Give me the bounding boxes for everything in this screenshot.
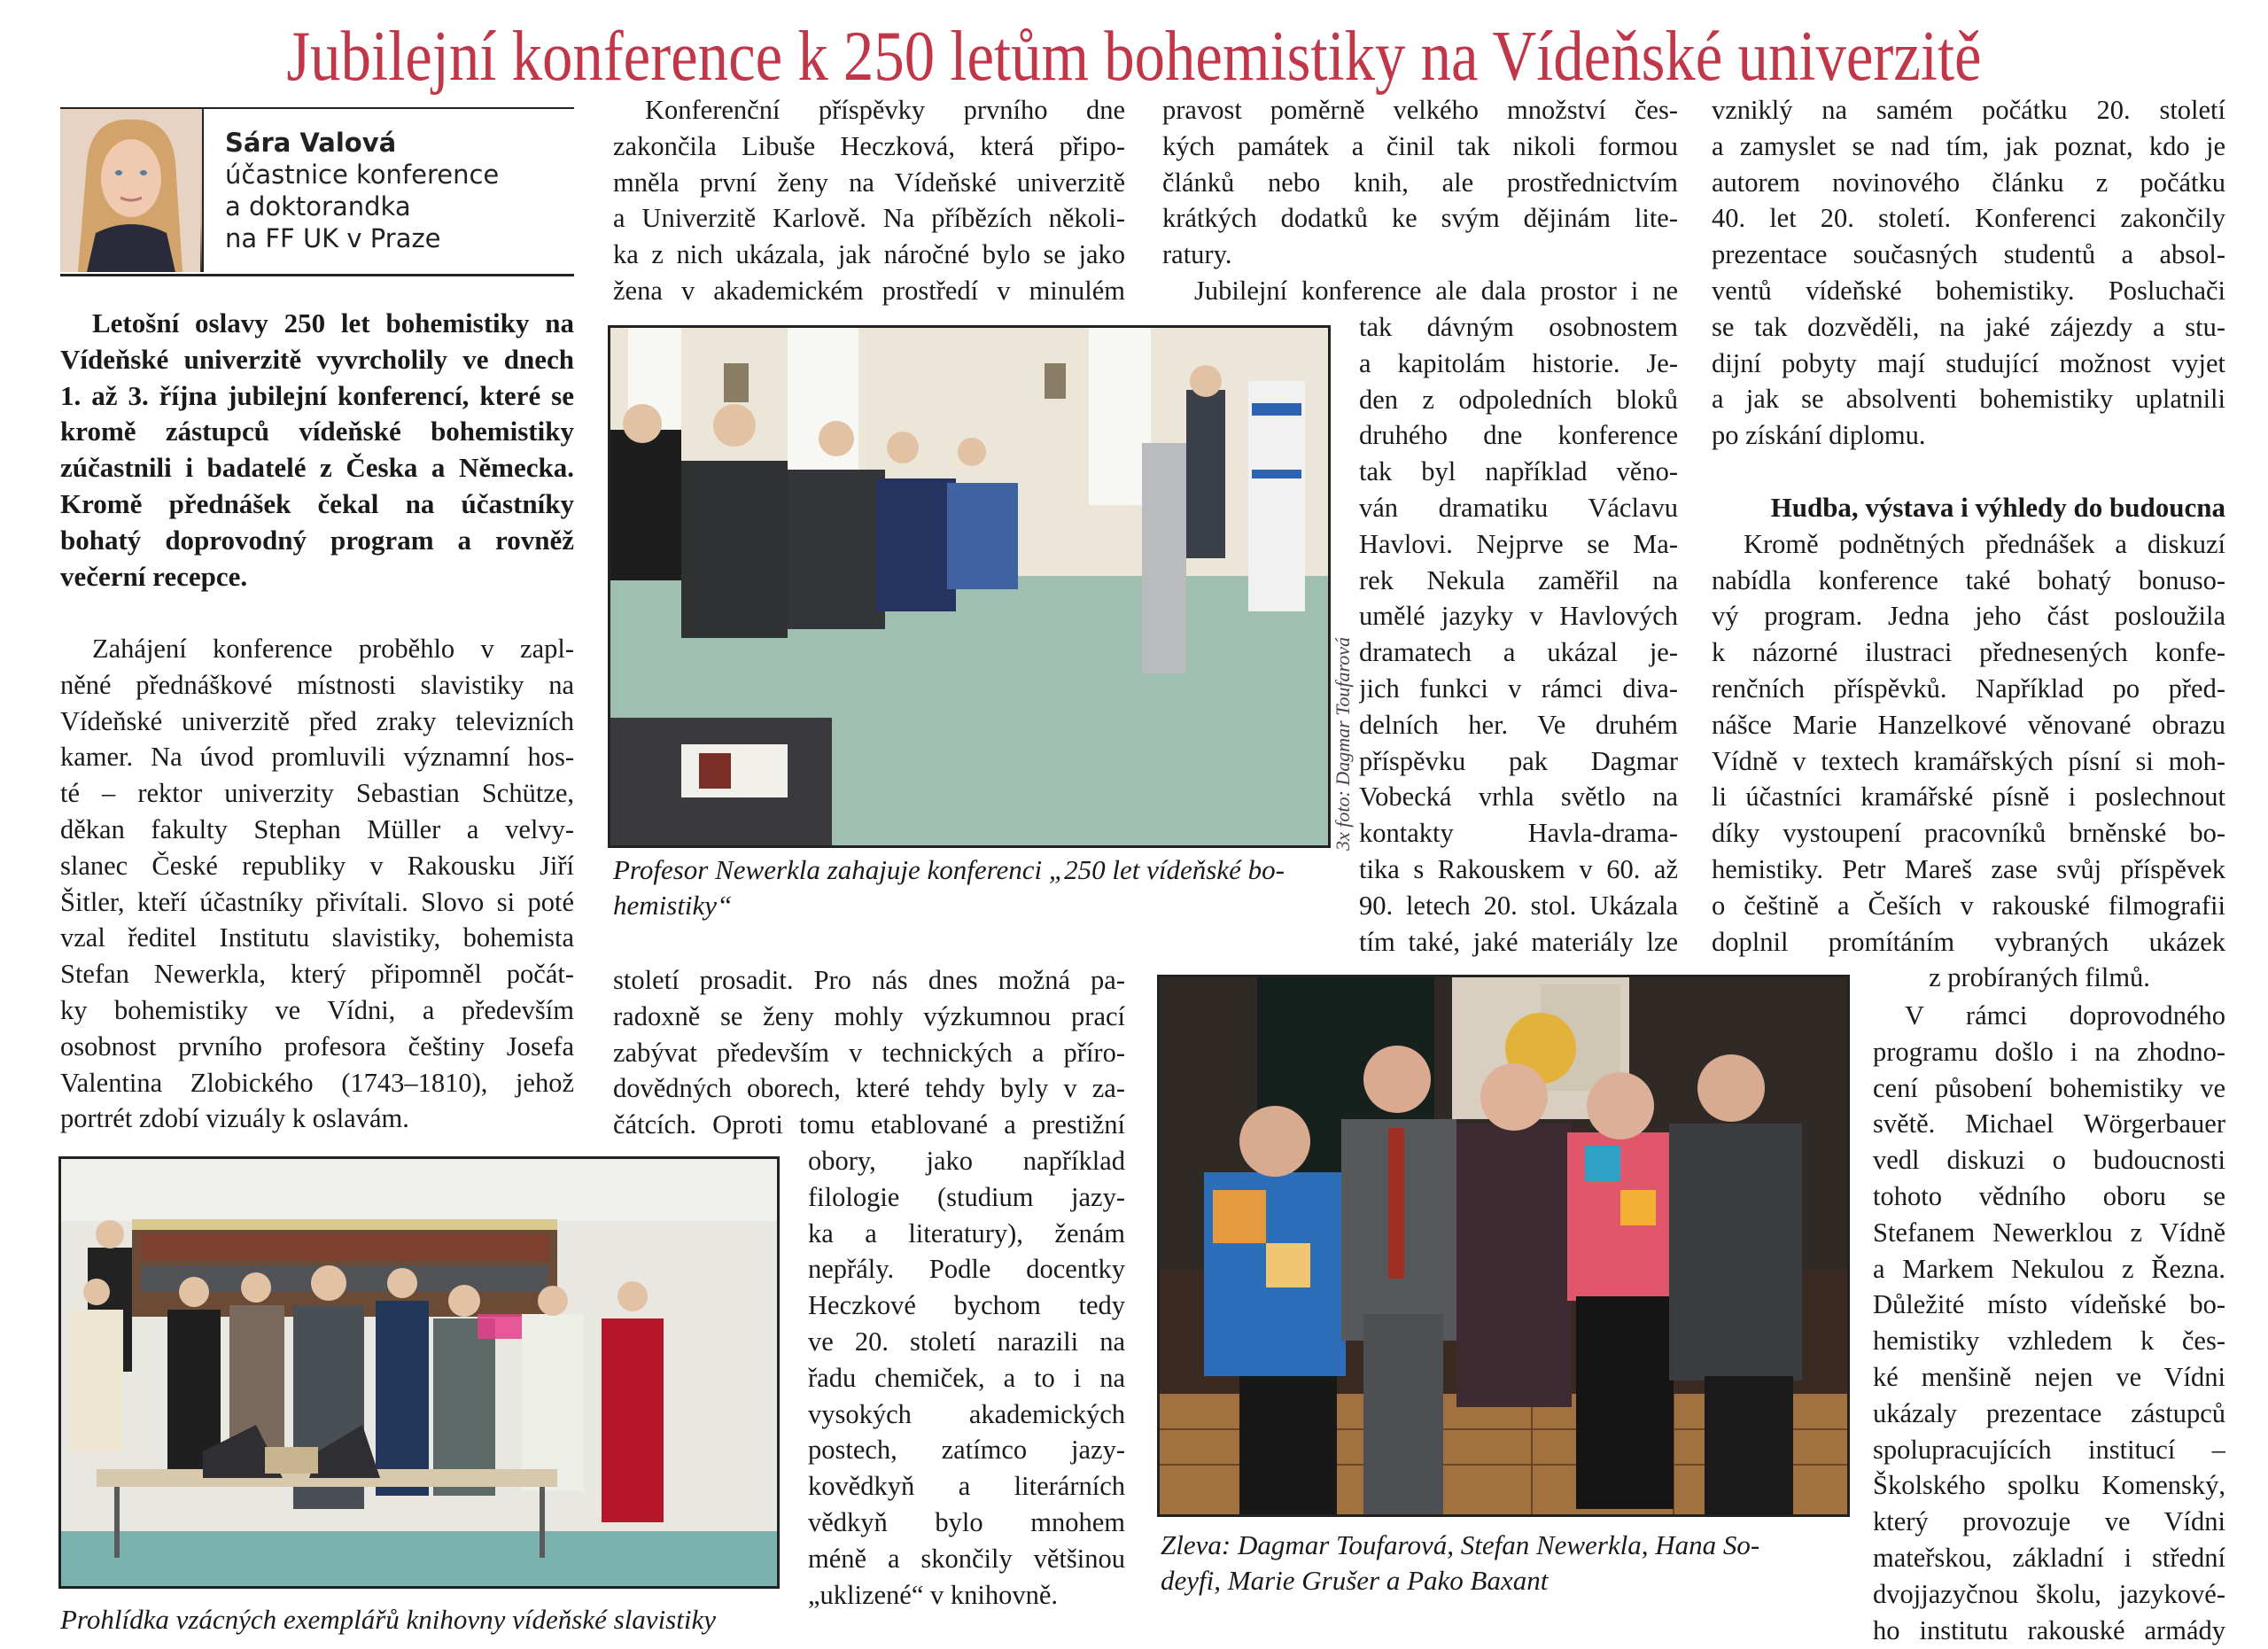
lecture-photo — [608, 325, 1331, 848]
column-1-body — [60, 631, 574, 1137]
library-photo — [58, 1156, 780, 1589]
text-line: Stefanem Newerklou z Vídně — [1873, 1217, 2225, 1248]
text-line: delních her. Ve druhém — [1359, 709, 1678, 740]
text-line: druhého dne konference — [1359, 420, 1678, 451]
author-portrait — [60, 109, 204, 272]
text-line: renčních příspěvků. Například po před- — [1712, 673, 2225, 704]
author-role-line: a doktorandka — [225, 191, 411, 222]
text-line: ka z nich ukázala, jak náročné bylo se jako — [613, 239, 1125, 270]
text-line: „uklizené“ v knihovně. — [808, 1579, 1059, 1610]
text-line: krátkých dodatků ke svým dějinám lite- — [1162, 203, 1678, 234]
text-line: o češtině a Češích v rakouské filmografii — [1712, 890, 2225, 921]
text-line: Heczkové bychom tedy — [808, 1290, 1125, 1321]
library-scene-illustration — [61, 1159, 777, 1586]
text-line: který provozuje ve Vídni — [1873, 1506, 2225, 1537]
lecture-photo-caption — [613, 852, 1340, 923]
column-4-middle — [1712, 490, 2225, 996]
text-line: mněla první ženy na Vídeňské univerzitě — [613, 167, 1125, 198]
caption-line: Profesor Newerkla zahajuje konferenci „250 let vídeňské bo- — [613, 854, 1285, 885]
text-line: a zamyslet se nad tím, jak poznat, kdo je — [1712, 130, 2225, 161]
text-line: spolupracujících institucí – — [1873, 1434, 2225, 1465]
text-line: Vídeňské univerzitě před zraky televizních — [60, 705, 574, 736]
text-line: příspěvku pak Dagmar — [1359, 745, 1678, 776]
lead-line: Kromě přednášek čekal na účastníky — [60, 487, 574, 519]
caption-line: deyfi, Marie Grušer a Pako Baxant — [1161, 1565, 1549, 1596]
text-line: po získání diplomu. — [1712, 420, 1926, 451]
column-2-top — [613, 92, 1125, 309]
text-line: žena v akademickém prostředí v minulém — [613, 275, 1125, 306]
text-line: Důležité místo vídeňské bo- — [1873, 1289, 2225, 1320]
column-3-narrow — [1359, 309, 1678, 960]
text-line: dijní pobyty mají studující možnost vyjet — [1712, 347, 2225, 378]
group-photo-caption — [1161, 1528, 1860, 1598]
text-line: tím také, jaké materiály lze — [1359, 926, 1678, 957]
text-line: vedl diskuzi o budoucnosti — [1873, 1145, 2225, 1176]
lead-line: Letošní oslavy 250 let bohemistiky na — [92, 307, 574, 338]
lead-line: 1. až 3. října jubilejní konferencí, které se — [60, 379, 574, 411]
text-line: ventů vídeňské bohemistiky. Posluchači — [1712, 275, 2225, 306]
text-line: mateřskou, základní i střední — [1873, 1542, 2225, 1573]
author-role-line: účastnice konference — [225, 159, 500, 190]
article-headline: Jubilejní konference k 250 letům bohemistiky na Vídeňské univerzitě — [286, 18, 1982, 96]
text-line: Školského spolku Komenský, — [1873, 1470, 2225, 1501]
text-line: Havlovi. Nejprve se Ma- — [1359, 528, 1678, 559]
lead-line: Vídeňské univerzitě vyvrcholily ve dnech — [60, 343, 574, 375]
text-line: radoxně se ženy mohly výzkumnou prací — [613, 1000, 1125, 1031]
text-line: Vobecká vrhla světlo na — [1359, 782, 1678, 813]
text-line: méně a skončily většinou — [808, 1543, 1125, 1574]
lead-line: bohatý doprovodný program a rovněž — [60, 524, 574, 556]
column-4-top — [1712, 92, 2225, 454]
text-line: Vídně v textech kramářských písní si moh- — [1712, 745, 2225, 776]
author-box — [60, 107, 574, 276]
library-photo-caption: Prohlídka vzácných exemplářů knihovny vídeňské slavistiky — [60, 1604, 716, 1635]
text-line: řadu chemiček, a to i na — [808, 1362, 1125, 1393]
text-line: se tak dozvěděli, na jaké zájezdy a stu- — [1712, 311, 2225, 342]
text-line: portrét zdobí vizuály k oslavám. — [60, 1103, 409, 1134]
text-line: děkan fakulty Stephan Müller a velvy- — [60, 813, 574, 844]
text-line: Konferenční příspěvky prvního dne — [645, 95, 1125, 125]
text-line: světě. Michael Wörgerbauer — [1873, 1108, 2225, 1140]
column-2-narrow — [808, 1143, 1125, 1613]
group-portrait-illustration — [1160, 977, 1847, 1514]
text-line: Valentina Zlobického (1743–1810), jehož — [60, 1067, 574, 1098]
text-line: ve 20. století narazili na — [808, 1326, 1125, 1357]
text-line: díky vystoupení pracovníků brněnské bo- — [1712, 818, 2225, 849]
text-line: jich funkci v rámci diva- — [1359, 673, 1678, 704]
text-line: Zahájení konference proběhlo v zapl- — [92, 634, 574, 664]
text-line: rek Nekula zaměřil na — [1359, 564, 1678, 595]
text-line: postech, zatímco jazy- — [808, 1435, 1125, 1466]
text-line: obory, jako například — [808, 1146, 1125, 1176]
caption-line: hemistiky“ — [613, 890, 733, 921]
text-line: ratury. — [1162, 239, 1232, 270]
text-line: čátcích. Oproti tomu etablované a prestižní — [613, 1109, 1125, 1140]
text-line: nášce Marie Hanzelkové věnované obrazu — [1712, 709, 2225, 740]
text-line: ké menšině nejen ve Vídni — [1873, 1361, 2225, 1392]
text-line: slanec České republiky v Rakousku Jiří — [60, 850, 574, 881]
text-line: Kromě podnětných přednášek a diskuzí — [1744, 528, 2225, 559]
section-subheading: Hudba, výstava i výhledy do budoucna — [1770, 492, 2225, 523]
text-line: vzniklý na samém počátku 20. století — [1712, 95, 2225, 125]
text-line: z probíraných filmů. — [1929, 962, 2150, 993]
text-line: tika s Rakouskem v 60. až — [1359, 853, 1678, 884]
text-line: nepřály. Podle docentky — [808, 1254, 1125, 1285]
text-line: článků nebo knih, ale prostřednictvím — [1162, 167, 1678, 198]
text-line: ván dramatiku Václavu — [1359, 492, 1678, 523]
text-line: kontakty Havla-drama- — [1359, 818, 1678, 849]
text-line: hemistiky. Petr Mareš zase svůj příspěvek — [1712, 853, 2225, 884]
text-line: a Univerzitě Karlově. Na příbězích několi- — [613, 203, 1125, 234]
text-line: ukázaly prezentace zástupců — [1873, 1397, 2225, 1428]
text-line: vý program. Jedna jeho část posloužila — [1712, 601, 2225, 632]
text-line: cení působení bohemistiky ve — [1873, 1072, 2225, 1103]
text-line: tak byl například věno- — [1359, 456, 1678, 487]
text-line: dovědných oborech, které tehdy byly v za- — [613, 1073, 1125, 1104]
text-line: kých památek a činil tak nikoli formou — [1162, 130, 1678, 161]
text-line: k názorné ilustraci přednesených konfe- — [1712, 637, 2225, 668]
text-line: Stefan Newerkla, který připomněl počát- — [60, 959, 574, 990]
text-line: filologie (studium jazy- — [808, 1181, 1125, 1212]
text-line: zabývat především v technických a příro- — [613, 1037, 1125, 1068]
column-3-top — [1162, 92, 1678, 309]
author-role-line: na FF UK v Praze — [225, 223, 441, 253]
text-line: tak dávným osobnostem — [1359, 312, 1678, 342]
text-line: ky bohemistiky ve Vídni, a především — [60, 994, 574, 1025]
text-line: 90. letech 20. stol. Ukázala — [1359, 890, 1678, 921]
text-line: kovědkyň a literárních — [808, 1471, 1125, 1502]
text-line: umělé jazyky v Havlových — [1359, 601, 1678, 632]
text-line: století prosadit. Pro nás dnes možná pa- — [613, 965, 1125, 995]
text-line: ka a literatury), ženám — [808, 1217, 1125, 1248]
text-line: a Markem Nekulou z Řezna. — [1873, 1253, 2225, 1284]
text-line: vysokých akademických — [808, 1398, 1125, 1429]
group-photo — [1157, 975, 1850, 1517]
text-line: tohoto vědního oboru se — [1873, 1180, 2225, 1211]
text-line: dramatech a ukázal je- — [1359, 637, 1678, 668]
caption-line: Zleva: Dagmar Toufarová, Stefan Newerkla, Hana So- — [1161, 1529, 1760, 1560]
text-line: 40. let 20. století. Konferenci zakončily — [1712, 203, 2225, 234]
text-line: osobnost prvního profesora češtiny Josefa — [60, 1031, 574, 1062]
text-line: dvojjazyčnou školu, jazykové- — [1873, 1578, 2225, 1609]
text-line: pravost poměrně velkého množství čes- — [1162, 95, 1678, 125]
lead-line: zúčastnili i badatelé z Česka a Německa. — [60, 452, 574, 484]
text-line: li účastníci kramářské písně i poslechnout — [1712, 782, 2225, 813]
column-4-narrow — [1873, 998, 2225, 1648]
photo-credit: 3x foto: Dagmar Toufarová — [1332, 637, 1354, 851]
text-line: doplnil promítáním vybraných ukázek — [1712, 926, 2225, 957]
lead-paragraph — [60, 306, 574, 595]
text-line: hemistiky vzhledem k čes- — [1873, 1326, 2225, 1357]
text-line: V rámci doprovodného — [1905, 1000, 2225, 1031]
column-2-middle — [613, 962, 1125, 1143]
text-line: a jak se absolventi bohemistiky uplatnili — [1712, 384, 2225, 415]
lead-line: kromě zástupců vídeňské bohemistiky — [60, 416, 574, 447]
text-line: té – rektor univerzity Sebastian Schütze, — [60, 778, 574, 809]
text-line: autorem novinového článku z počátku — [1712, 167, 2225, 198]
text-line: vzal ředitel Institutu slavistiky, bohemista — [60, 922, 574, 953]
text-line: Šitler, kteří účastníky přivítali. Slovo si poté — [60, 886, 574, 917]
lead-line: večerní recepce. — [60, 560, 248, 592]
text-line: ho institutu rakouské armády — [1873, 1614, 2225, 1645]
text-line: programu došlo i na zhodno- — [1873, 1036, 2225, 1067]
text-line: zakončila Libuše Heczková, která připo- — [613, 130, 1125, 161]
text-line: vědkyň bylo mnohem — [808, 1506, 1125, 1537]
portrait-illustration — [60, 109, 200, 272]
text-line: kamer. Na úvod promluvili významní hos- — [60, 742, 574, 773]
author-info — [225, 127, 499, 254]
text-line: Jubilejní konference ale dala prostor i ne — [1194, 275, 1678, 306]
text-line: a kapitolám historie. Je- — [1359, 347, 1678, 378]
text-line: nabídla konference také bohatý bonuso- — [1712, 564, 2225, 595]
text-line: den z odpoledních bloků — [1359, 384, 1678, 415]
author-name: Sára Valová — [225, 128, 397, 158]
text-line: prezentace současných studentů a absol- — [1712, 239, 2225, 270]
text-line: něné přednáškové místnosti slavistiky na — [60, 669, 574, 700]
lecture-hall-illustration — [610, 328, 1328, 845]
